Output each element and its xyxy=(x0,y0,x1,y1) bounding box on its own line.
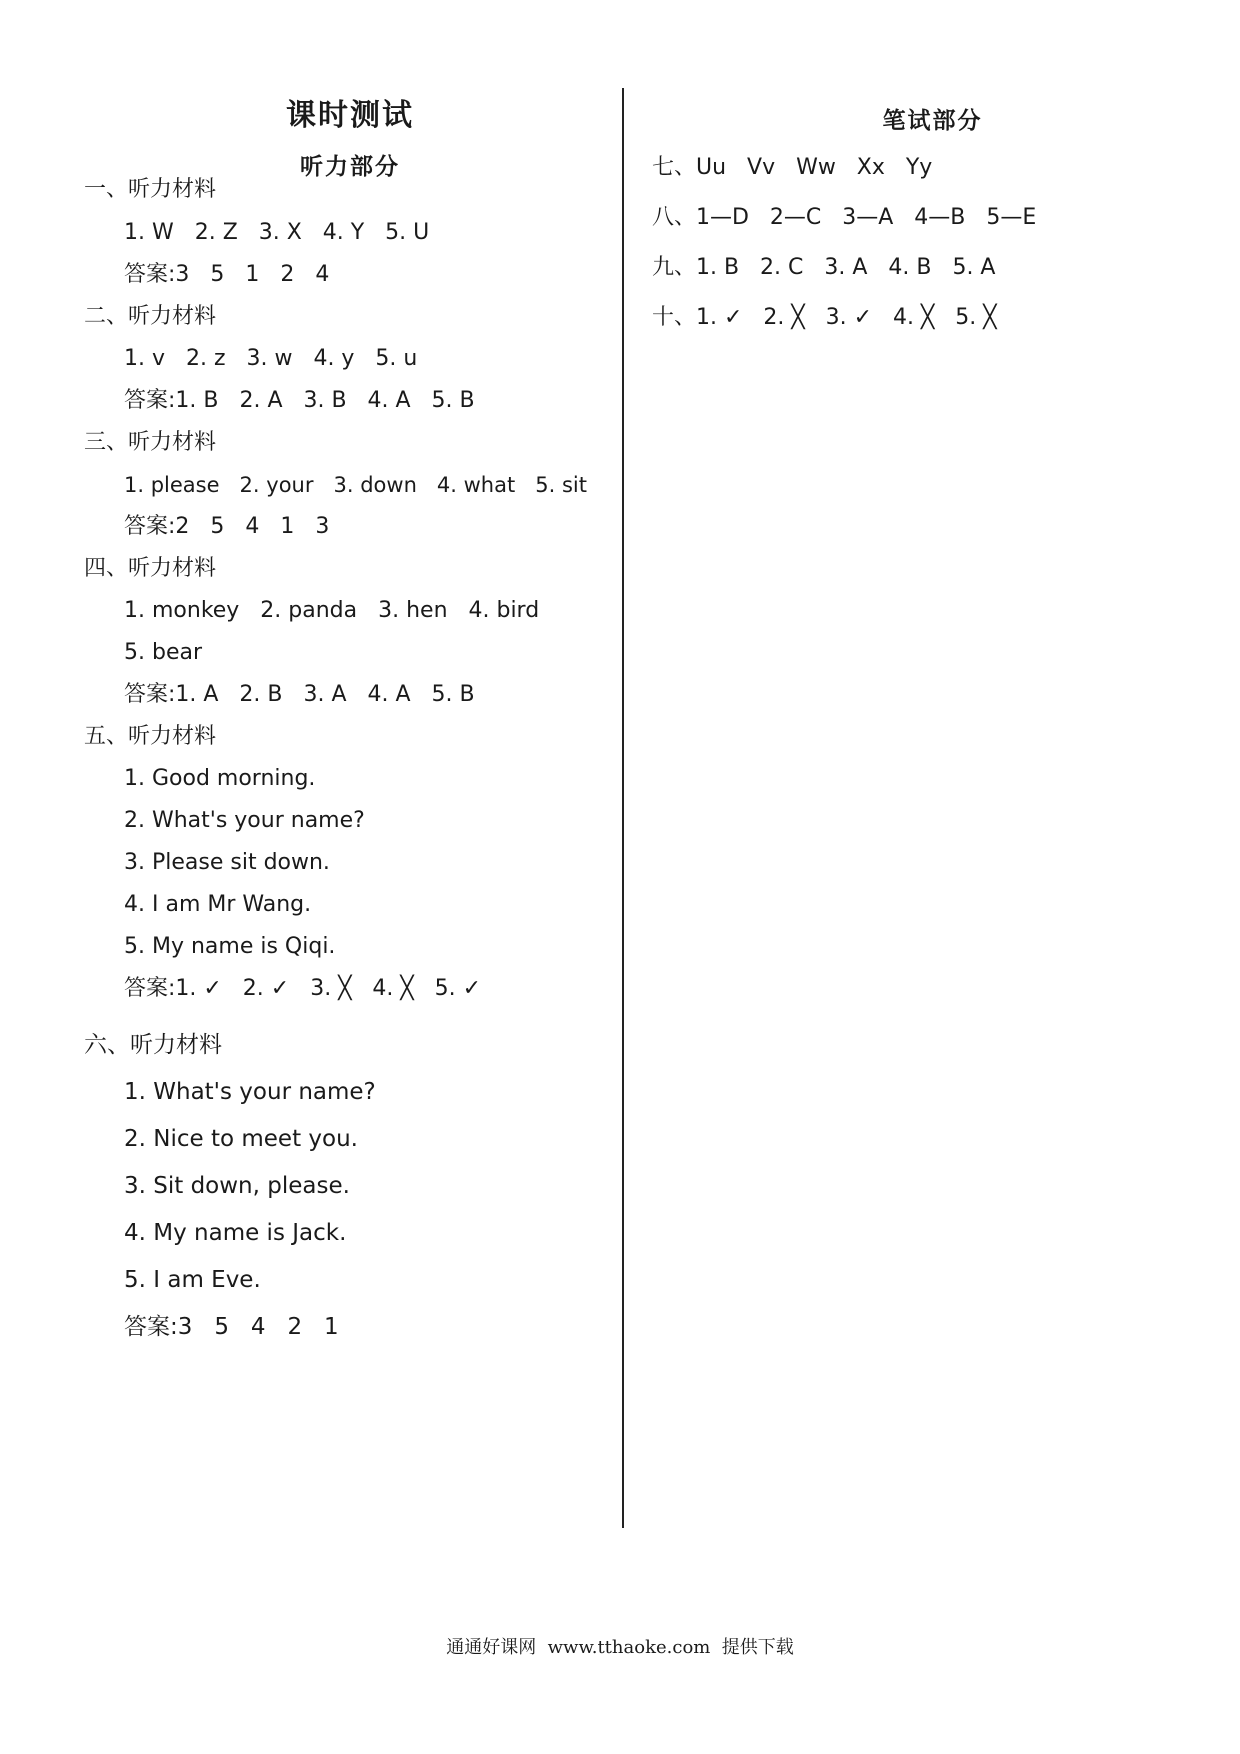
section-item: 2. What's your name? xyxy=(124,808,365,833)
written-answer-line: 九、1. B 2. C 3. A 4. B 5. A xyxy=(652,255,996,280)
section-item: 1. please 2. your 3. down 4. what 5. sit xyxy=(124,473,587,497)
section-item: 3. Please sit down. xyxy=(124,850,330,875)
page-title: 课时测试 xyxy=(286,98,414,133)
column-divider xyxy=(622,88,624,1528)
section-heading: 四、听力材料 xyxy=(84,556,217,581)
section-answer: 答案:3 5 4 2 1 xyxy=(124,1314,339,1340)
section-item: 1. What's your name? xyxy=(124,1079,376,1105)
section-heading: 二、听力材料 xyxy=(84,304,217,329)
section-heading: 一、听力材料 xyxy=(84,177,217,202)
section-answer: 答案:1. B 2. A 3. B 4. A 5. B xyxy=(124,388,475,413)
section-item: 4. I am Mr Wang. xyxy=(124,892,312,917)
section-item: 3. Sit down, please. xyxy=(124,1173,350,1199)
section-item: 5. bear xyxy=(124,640,203,665)
section-answer: 答案:2 5 4 1 3 xyxy=(124,514,330,539)
section-answer: 答案:1. A 2. B 3. A 4. A 5. B xyxy=(124,682,475,707)
section-answer: 答案:3 5 1 2 4 xyxy=(124,262,330,287)
section-item: 5. I am Eve. xyxy=(124,1267,261,1293)
listening-subtitle: 听力部分 xyxy=(300,154,400,180)
section-heading: 六、听力材料 xyxy=(84,1032,222,1058)
section-item: 1. W 2. Z 3. X 4. Y 5. U xyxy=(124,220,430,245)
section-item: 1. v 2. z 3. w 4. y 5. u xyxy=(124,346,418,371)
section-item: 1. Good morning. xyxy=(124,766,316,791)
footer-credit: 通通好课网 www.tthaoke.com 提供下载 xyxy=(446,1637,794,1658)
written-answer-line: 八、1—D 2—C 3—A 4—B 5—E xyxy=(652,205,1037,230)
section-heading: 三、听力材料 xyxy=(84,430,217,455)
section-item: 5. My name is Qiqi. xyxy=(124,934,336,959)
written-answer-line: 十、1. ✓ 2. ╳ 3. ✓ 4. ╳ 5. ╳ xyxy=(652,305,997,330)
section-item: 2. Nice to meet you. xyxy=(124,1126,358,1152)
section-answer: 答案:1. ✓ 2. ✓ 3. ╳ 4. ╳ 5. ✓ xyxy=(124,976,482,1001)
section-heading: 五、听力材料 xyxy=(84,724,217,749)
written-subtitle: 笔试部分 xyxy=(882,108,983,134)
section-item: 1. monkey 2. panda 3. hen 4. bird xyxy=(124,598,540,623)
section-item: 4. My name is Jack. xyxy=(124,1220,347,1246)
written-answer-line: 七、Uu Vv Ww Xx Yy xyxy=(652,155,933,180)
